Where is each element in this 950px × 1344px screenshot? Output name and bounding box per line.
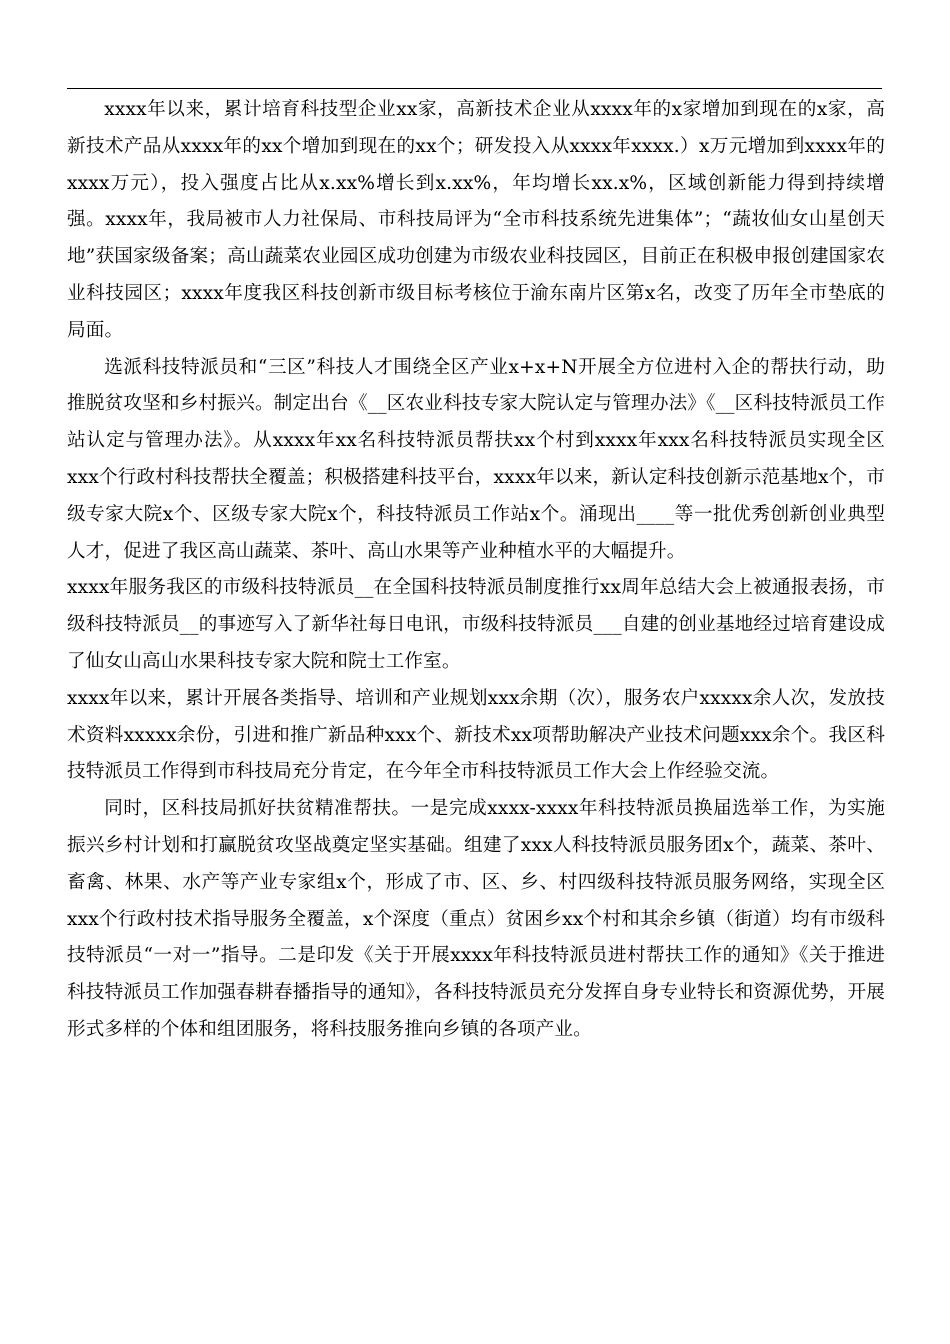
paragraph-poverty-alleviation: 同时，区科技局抓好扶贫精准帮扶。一是完成xxxx-xxxx年科技特派员换届选举工作，为实施振兴乡村计划和打赢脱贫攻坚战奠定坚实基础。组建了xxx人科技特派员服务团x个，蔬菜、茶叶、畜禽、林果、水产等产业专家组x个，形成了市、区、乡、村四级科技特派员服务网络，实现全区xxx个行政村技术指导服务全覆盖，x个深度（重点）贫困乡xx个村和其余乡镇（街道）均有市级科技特派员“一对一”指导。二是印发《关于开展xxxx年科技特派员进村帮扶工作的通知》《关于推进科技特派员工作加强春耕春播指导的通知》，各科技特派员充分发挥自身专业特长和资源优势，开展形式多样的个体和组团服务，将科技服务推向乡镇的各项产业。 [67, 798, 885, 1040]
header-rule [67, 88, 882, 89]
paragraph-achievements: xxxx年以来，累计培育科技型企业xx家，高新技术企业从xxxx年的x家增加到现在的x家，高新技术产品从xxxx年的xx个增加到现在的xx个；研发投入从xxxx年xxxx.）x万元增加到xxxx年的xxxx万元），投入强度占比从x.xx%增长到x.xx%，年均增长xx.x%，区域创新能力得到持续增强。xxxx年，我局被市人力社保局、市科技局评为“全市科技系统先进集体”；“蔬妆仙女山星创天地”获国家级备案；高山蔬菜农业园区成功创建为市级农业科技园区，目前正在积极申报创建国家农业科技园区；xxxx年度我区科技创新市级目标考核位于渝东南片区第x名，改变了历年全市垫底的局面。 [67, 99, 885, 341]
paragraph-training-services: xxxx年以来，累计开展各类指导、培训和产业规划xxx余期（次），服务农户xxxxx余人次，发放技术资料xxxxx余份，引进和推广新品种xxx个、新技术xx项帮助解决产业技术问题xxx余个。我区科技特派员工作得到市科技局充分肯定，在今年全市科技特派员工作大会上作经验交流。 [67, 687, 885, 783]
document-body [67, 92, 885, 1049]
paragraph-special-commissioners: 选派科技特派员和“三区”科技人才围绕全区产业x+x+N开展全方位进村入企的帮扶行动，助推脱贫攻坚和乡村振兴。制定出台《__区农业科技专家大院认定与管理办法》《__区科技特派员工作站认定与管理办法》。从xxxx年xx名科技特派员帮扶xx个村到xxxx年xxx名科技特派员实现全区xxx个行政村科技帮扶全覆盖；积极搭建科技平台，xxxx年以来，新认定科技创新示范基地x个，市级专家大院x个、区级专家大院x个，科技特派员工作站x个。涌现出____等一批优秀创新创业典型人才，促进了我区高山蔬菜、茶叶、高山水果等产业种植水平的大幅提升。 [67, 356, 885, 562]
paragraph-commendations: xxxx年服务我区的市级科技特派员__在全国科技特派员制度推行xx周年总结大会上被通报表扬，市级科技特派员__的事迹写入了新华社每日电讯，市级科技特派员___自建的创业基地经过培育建设成了仙女山高山水果科技专家大院和院士工作室。 [67, 577, 885, 672]
